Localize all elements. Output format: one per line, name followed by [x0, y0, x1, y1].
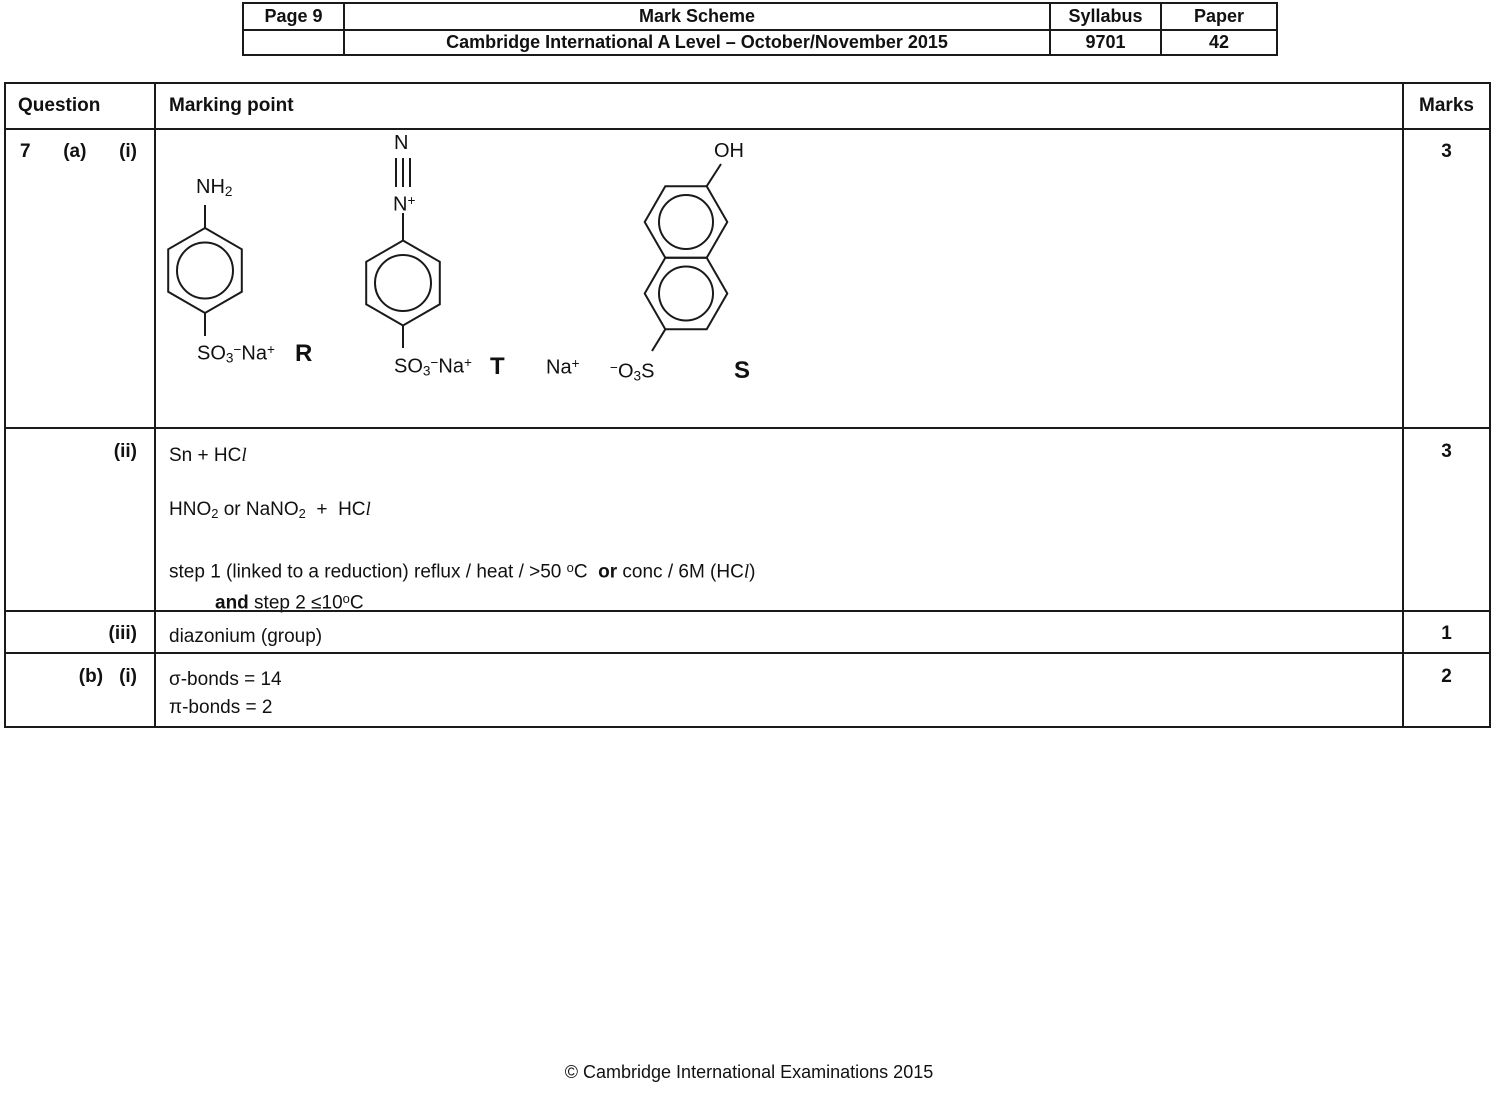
page-number: Page 9 — [264, 6, 323, 26]
diazonium-n-inner-label: N+ — [393, 193, 416, 216]
marking-line: and step $2 \le 10^oC$ — [215, 591, 364, 614]
marks-7aiii: 1 — [1402, 610, 1489, 652]
aromatic-circle-t — [375, 255, 431, 311]
syllabus-value: 9701 — [1049, 29, 1160, 54]
marks-7bi: 2 — [1402, 652, 1489, 726]
question-subpart: (ii) — [113, 441, 137, 462]
marks-7ai: 3 — [1402, 128, 1489, 427]
exam-session: Cambridge International A Level – October/November 2015 — [343, 29, 1049, 54]
syllabus-label: Syllabus — [1049, 4, 1160, 29]
molecule-label-t: T — [490, 353, 505, 380]
empty-cell — [244, 29, 343, 54]
marking-line: step 1 (linked to a reduction) reflux / heat / >50 $^o$C or conc / 6M (HCl) — [169, 559, 756, 583]
structure-diagram-svg — [152, 127, 952, 427]
naphthalene-lower-ring — [645, 258, 728, 330]
question-number: 7 — [20, 141, 31, 162]
aromatic-circle-s-lower — [659, 267, 713, 321]
marking-cell-7bi — [154, 652, 1402, 726]
marking-line: Sn + HCl — [169, 445, 247, 466]
question-subpart: (iii) — [108, 623, 137, 644]
question-subpart: (i) — [119, 141, 137, 162]
document-title: Mark Scheme — [343, 4, 1049, 29]
marking-line: $HNO_2$ or NaNO$_2$ + HCl — [169, 499, 371, 521]
structures-area — [152, 127, 952, 427]
question-cell-7bi — [6, 652, 154, 726]
marking-line: diazonium (group) — [169, 626, 323, 647]
column-header-marking-point: Marking point — [154, 84, 1402, 128]
paper-value: 42 — [1160, 29, 1276, 54]
aromatic-circle-s-upper — [659, 195, 713, 249]
column-header-marks: Marks — [1402, 84, 1489, 128]
marks-7aii: 3 — [1402, 427, 1489, 610]
question-part: (b) — [78, 666, 104, 687]
sulfonate-group-label: $^-O_3S$ — [610, 360, 655, 384]
hydroxyl-group-label: OH — [714, 140, 744, 162]
bond-s-hydroxyl — [707, 164, 721, 186]
amine-group-label: $NH_2$ — [196, 176, 233, 199]
header-table — [242, 2, 1278, 56]
question-cell-7aiii — [6, 610, 154, 652]
copyright-footer: © Cambridge International Examinations 2015 — [564, 1062, 934, 1082]
naphthalene-upper-ring — [645, 186, 728, 258]
aromatic-circle-r — [177, 243, 233, 299]
question-cell-7aii — [6, 427, 154, 610]
paper-label: Paper — [1160, 4, 1276, 29]
marking-line: π-bonds = 2 — [169, 697, 273, 718]
bond-s-sulfonate — [652, 329, 665, 351]
marking-line: σ-bonds = 14 — [169, 669, 282, 690]
molecule-label-s: S — [734, 357, 751, 384]
sodium-ion-label: Na+ — [546, 356, 580, 379]
question-subpart: (i) — [119, 666, 137, 687]
sulfonate-group-label: $SO_3^-Na^+$ — [197, 342, 275, 366]
question-cell-7ai — [6, 128, 154, 427]
sulfonate-group-label: $SO_3^-Na^+$ — [394, 355, 472, 379]
benzene-ring-t — [366, 241, 440, 326]
question-part: (a) — [63, 141, 87, 162]
column-header-question: Question — [18, 95, 101, 116]
marking-cell-7aii — [154, 427, 1402, 614]
marking-cell-7aiii — [154, 610, 1402, 652]
diazonium-n-outer-label: N — [394, 132, 409, 154]
molecule-label-r: R — [295, 340, 313, 367]
benzene-ring-r — [168, 228, 242, 313]
